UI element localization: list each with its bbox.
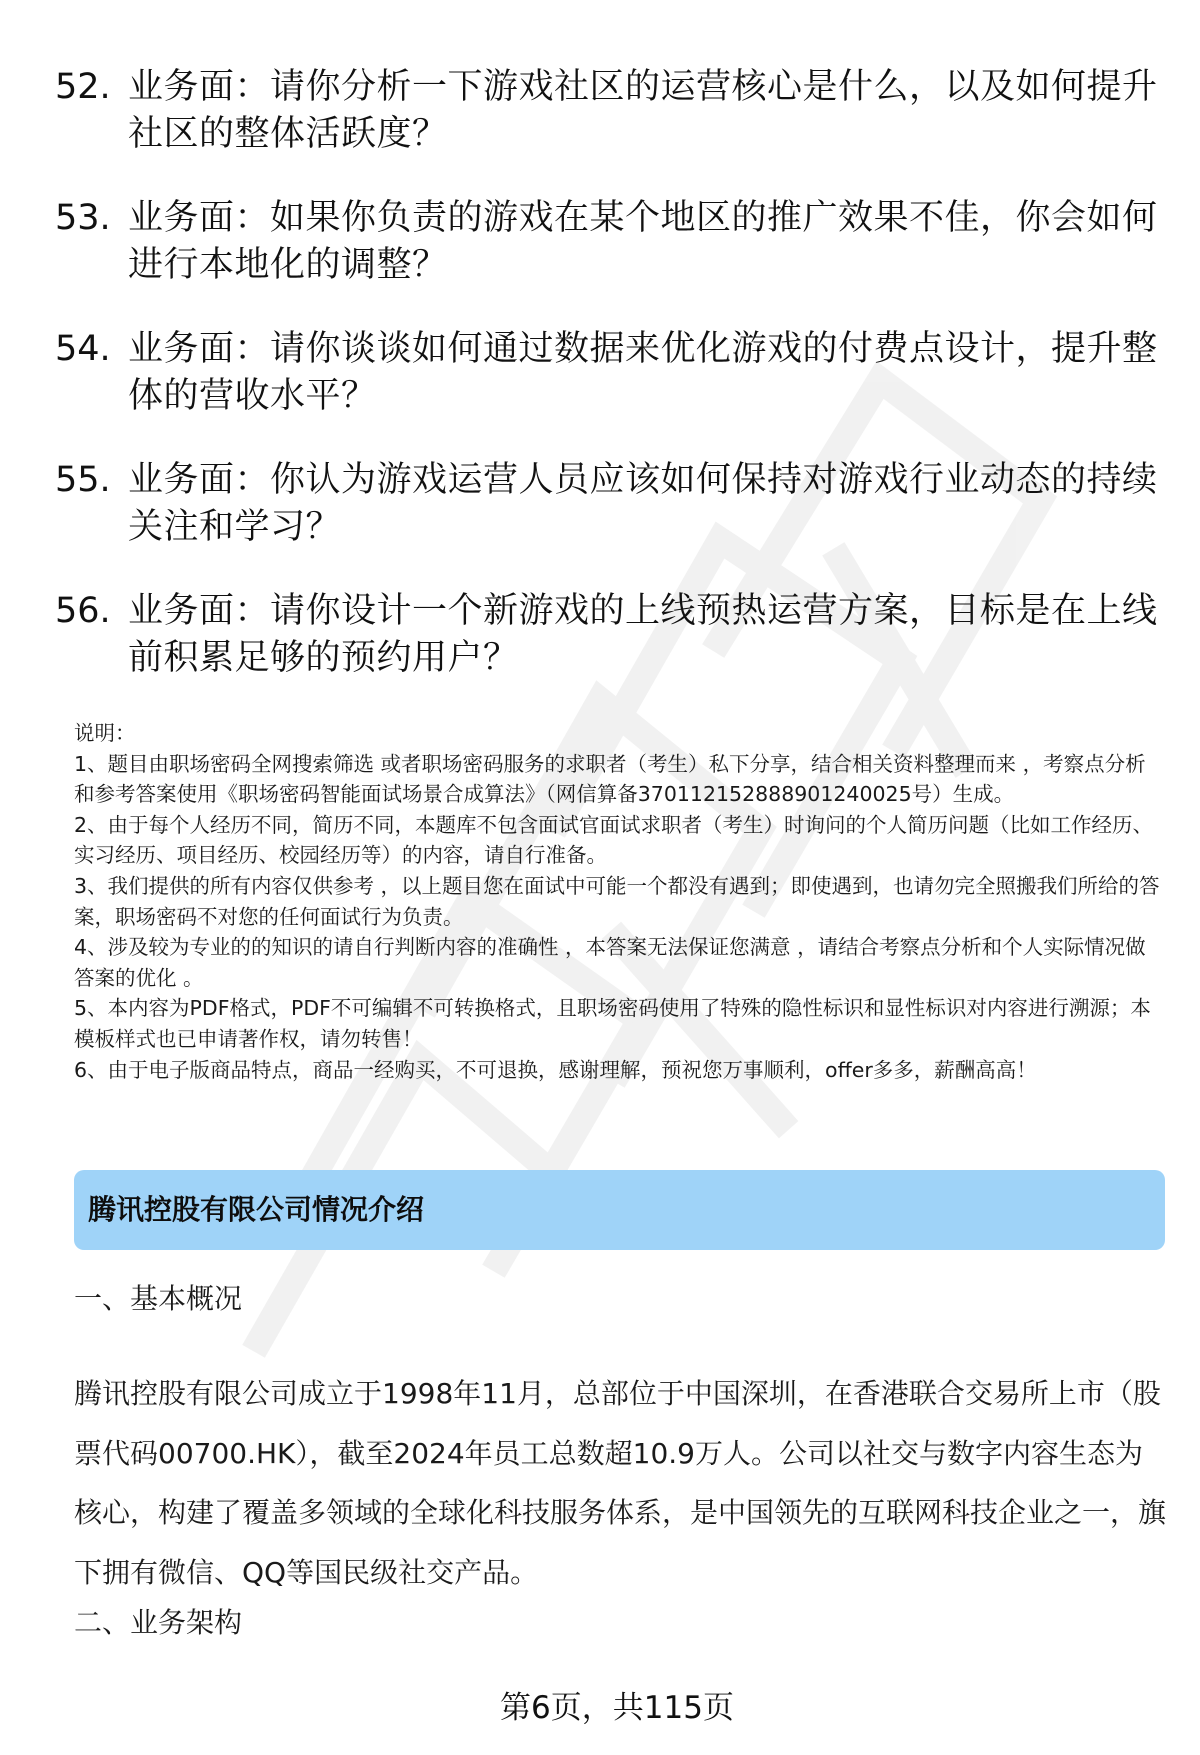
question-text: 业务面：如果你负责的游戏在某个地区的推广效果不佳，你会如何进行本地化的调整？ — [128, 198, 1158, 285]
question-number: 54. — [55, 329, 111, 369]
question-item-56 — [55, 588, 1165, 682]
question-text: 业务面：请你分析一下游戏社区的运营核心是什么，以及如何提升社区的整体活跃度？ — [128, 67, 1158, 154]
note-item-3: 3、我们提供的所有内容仅供参考 ，以上题目您在面试中可能一个都没有遇到；即使遇到，也请勿完全照搬我们所给的答案，职场密码不对您的任何面试行为负责。 — [74, 873, 1160, 929]
page-number-footer: 第6页，共115页 — [500, 1690, 734, 1726]
section-heading-overview: 一、基本概况 — [74, 1282, 243, 1315]
note-item-4: 4、涉及较为专业的的知识的请自行判断内容的准确性 ，本答案无法保证您满意 ，请结合考察点分析和个人实际情况做答案的优化 。 — [74, 935, 1146, 990]
banner-title: 腾讯控股有限公司情况介绍 — [88, 1193, 425, 1226]
question-text: 业务面：请你谈谈如何通过数据来优化游戏的付费点设计，提升整体的营收水平？ — [128, 329, 1158, 416]
question-item-53 — [55, 195, 1165, 289]
question-number: 56. — [55, 591, 111, 631]
question-item-55 — [55, 457, 1165, 551]
company-overview-paragraph: 腾讯控股有限公司成立于1998年11月，总部位于中国深圳，在香港联合交易所上市（股票代码00700.HK），截至2024年员工总数超10.9万人。公司以社交与数字内容生态为核心，构建了覆盖多领域的全球化科技服务体系，是中国领先的互联网科技企业之一，旗下拥有微信、QQ等国民级社交产品。 — [74, 1377, 1167, 1589]
company-intro-banner — [74, 1170, 1165, 1250]
question-text: 业务面：你认为游戏运营人员应该如何保持对游戏行业动态的持续关注和学习？ — [128, 460, 1158, 547]
note-item-5: 5、本内容为PDF格式，PDF不可编辑不可转换格式，且职场密码使用了特殊的隐性标识和显性标识对内容进行溯源；本模板样式也已申请著作权，请勿转售！ — [74, 996, 1151, 1051]
note-item-6: 6、由于电子版商品特点，商品一经购买，不可退换，感谢理解，预祝您万事顺利，offer多多，薪酬高高！ — [74, 1057, 1037, 1082]
notes-block — [74, 718, 1166, 1085]
question-number: 52. — [55, 67, 111, 107]
question-text: 业务面：请你设计一个新游戏的上线预热运营方案，目标是在上线前积累足够的预约用户？ — [128, 591, 1158, 678]
notes-title: 说明： — [74, 721, 136, 745]
note-item-1: 1、题目由职场密码全网搜索筛选 或者职场密码服务的求职者（考生）私下分享，结合相关资料整理而来 ，考察点分析和参考答案使用《职场密码智能面试场景合成算法》（网信算备370112152888901240025号）生成。 — [74, 751, 1146, 807]
question-item-52 — [55, 64, 1165, 158]
section-heading-business: 二、业务架构 — [74, 1606, 243, 1639]
note-item-2: 2、由于每个人经历不同，简历不同，本题库不包含面试官面试求职者（考生）时询问的个人简历问题（比如工作经历、实习经历、项目经历、校园经历等）的内容，请自行准备。 — [74, 812, 1154, 868]
question-number: 55. — [55, 460, 111, 500]
question-number: 53. — [55, 198, 111, 238]
question-item-54 — [55, 326, 1165, 420]
